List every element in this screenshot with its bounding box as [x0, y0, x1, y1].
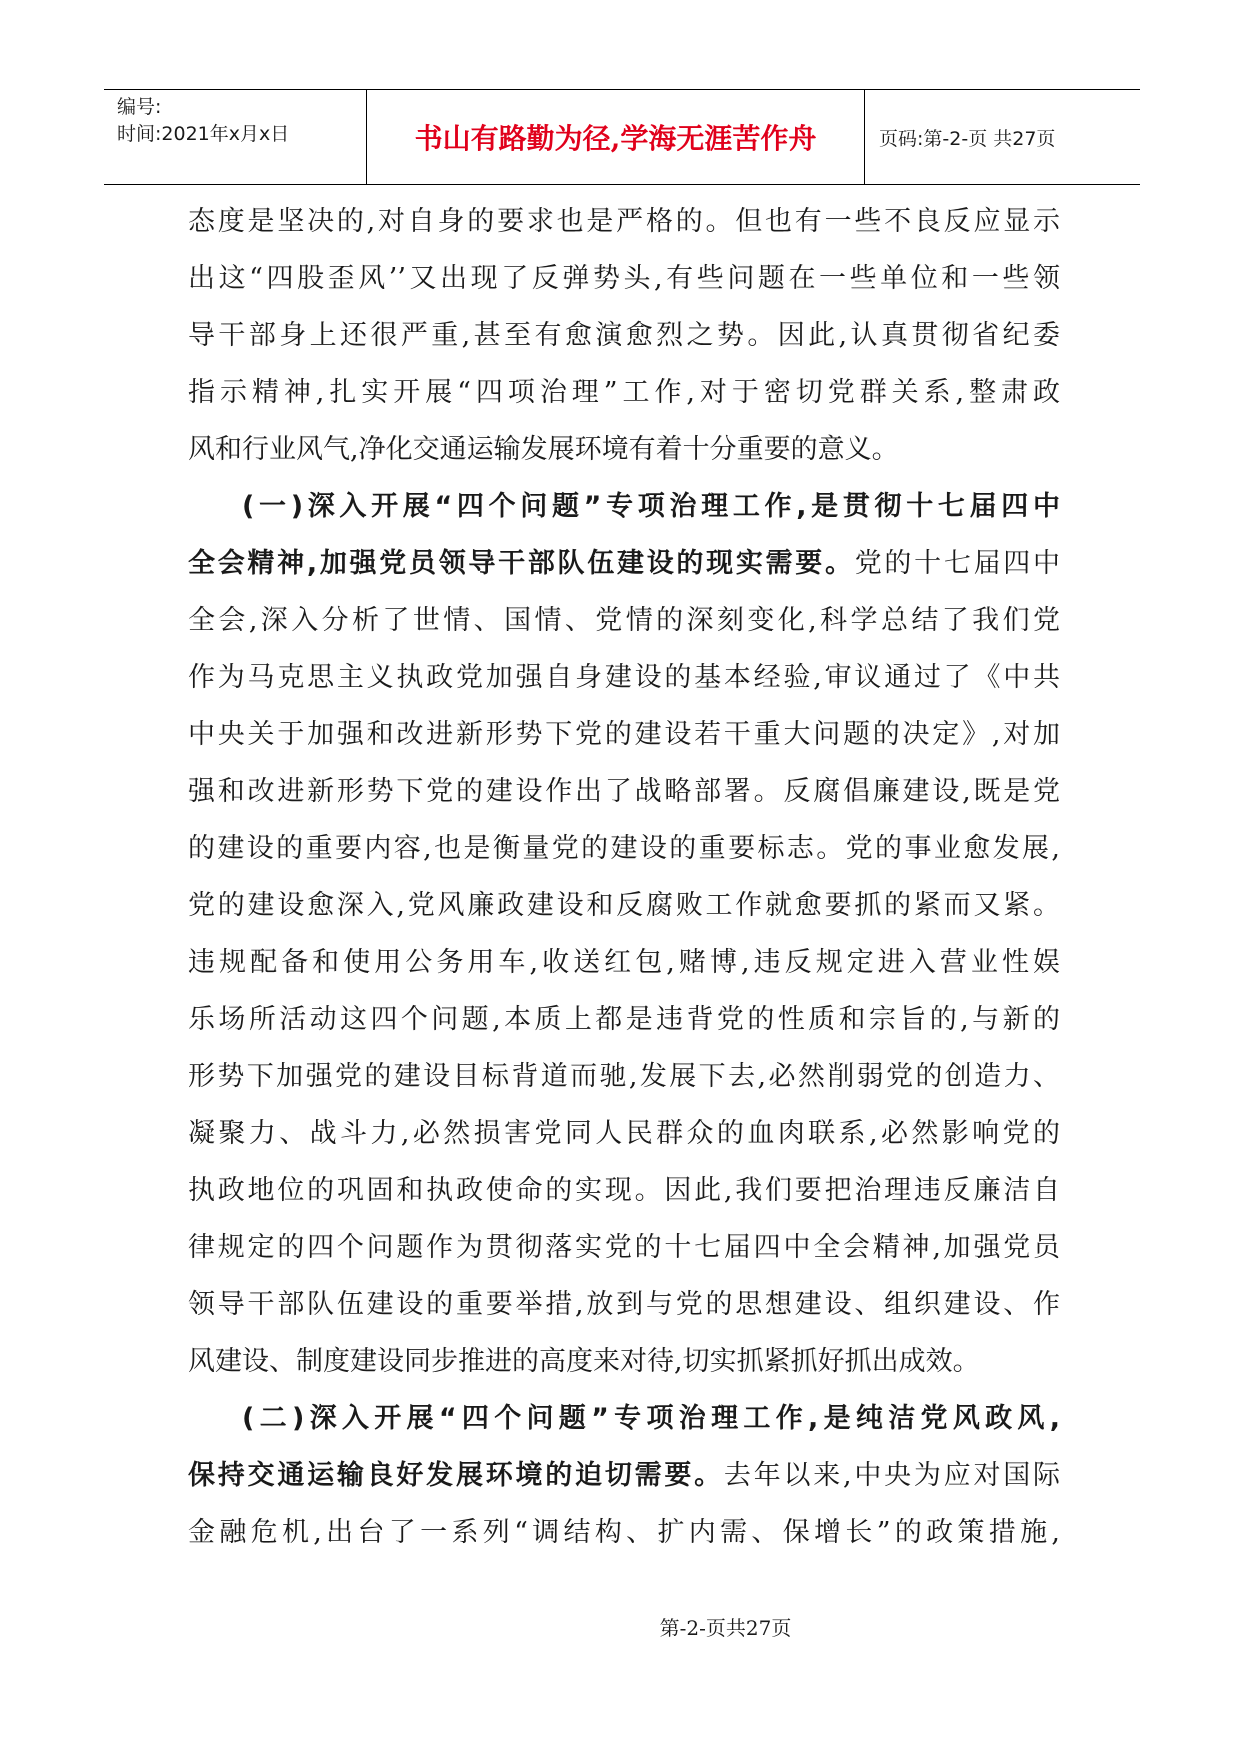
text-line: 中央关于加强和改进新形势下党的建设若干重大问题的决定》,对加 — [188, 719, 1060, 750]
text-line: 乐场所活动这四个问题,本质上都是违背党的性质和宗旨的,与新的 — [188, 1004, 1060, 1035]
text-line: 凝聚力、战斗力,必然损害党同人民群众的血肉联系,必然影响党的 — [188, 1118, 1060, 1149]
text-line: 的建设的重要内容,也是衡量党的建设的重要标志。党的事业愈发展, — [188, 833, 1060, 864]
text-line: 指示精神,扎实开展“四项治理”工作,对于密切党群关系,整肃政 — [188, 377, 1060, 408]
text-line: 执政地位的巩固和执政使命的实现。因此,我们要把治理违反廉洁自 — [188, 1175, 1060, 1206]
text-line: 全会,深入分析了世情、国情、党情的深刻变化,科学总结了我们党 — [188, 605, 1060, 636]
text-line: 风和行业风气,净化交通运输发展环境有着十分重要的意义。 — [188, 434, 899, 465]
text-line: 作为马克思主义执政党加强自身建设的基本经验,审议通过了《中共 — [188, 662, 1060, 693]
header-motto: 书山有路勤为径,学海无涯苦作舟 — [367, 90, 865, 184]
section-heading-line: (二)深入开展“四个问题”专项治理工作,是纯洁党风政风, — [242, 1403, 1060, 1434]
header-meta-cell — [104, 90, 367, 184]
text-line: 领导干部队伍建设的重要举措,放到与党的思想建设、组织建设、作 — [188, 1289, 1060, 1320]
document-number-label: 编号: — [117, 96, 162, 118]
text-line: 金融危机,出台了一系列“调结构、扩内需、保增长”的政策措施, — [188, 1517, 1060, 1548]
text-line: 态度是坚决的,对自身的要求也是严格的。但也有一些不良反应显示 — [188, 206, 1060, 237]
section-heading-line: 保持交通运输良好发展环境的迫切需要。去年以来,中央为应对国际 — [188, 1460, 1061, 1491]
text-line: 出这“四股歪风’’又出现了反弹势头,有些问题在一些单位和一些领 — [188, 263, 1060, 294]
text-line: 强和改进新形势下党的建设作出了战略部署。反腐倡廉建设,既是党 — [188, 776, 1060, 807]
text-line: 党的建设愈深入,党风廉政建设和反腐败工作就愈要抓的紧而又紧。 — [188, 890, 1060, 921]
text-line: 违规配备和使用公务用车,收送红包,赌博,违反规定进入营业性娱 — [188, 947, 1060, 978]
text-line: 导干部身上还很严重,甚至有愈演愈烈之势。因此,认真贯彻省纪委 — [188, 320, 1060, 351]
text-line: 律规定的四个问题作为贯彻落实党的十七届四中全会精神,加强党员 — [188, 1232, 1060, 1263]
section-heading-line: 全会精神,加强党员领导干部队伍建设的现实需要。党的十七届四中 — [188, 548, 1060, 579]
text-line: 形势下加强党的建设目标背道而驰,发展下去,必然削弱党的创造力、 — [188, 1061, 1060, 1092]
header-page-number: 页码:第-2-页 共27页 — [879, 127, 1056, 150]
text-line: 风建设、制度建设同步推进的高度来对待,切实抓紧抓好抓出成效。 — [188, 1346, 980, 1377]
document-body — [188, 193, 1060, 1561]
section-heading-line: (一)深入开展“四个问题”专项治理工作,是贯彻十七届四中 — [242, 491, 1060, 522]
page-header — [104, 89, 1140, 185]
page-footer: 第-2-页共27页 — [659, 1616, 792, 1640]
document-time-label: 时间:2021年x月x日 — [117, 123, 290, 145]
